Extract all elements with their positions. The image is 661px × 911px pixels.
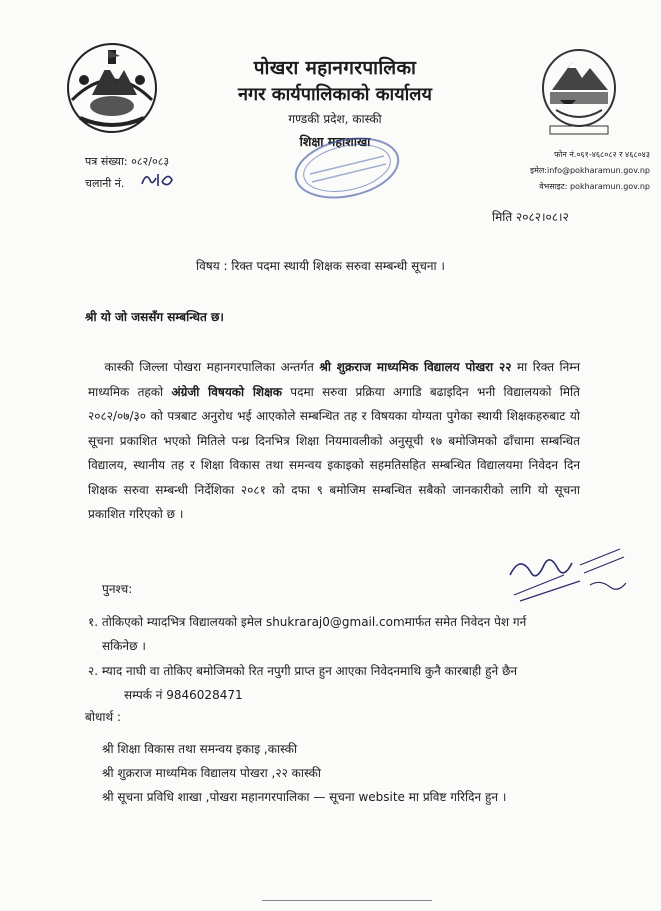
nepal-emblem-icon [62, 40, 162, 136]
notice-subject: विषय : रिक्त पदमा स्थायी शिक्षक सरुवा सम्बन्धी सूचना । [196, 259, 445, 273]
pokhara-logo-icon [538, 48, 620, 138]
division-name: शिक्षा महाशाखा [299, 134, 371, 149]
bodhartha-heading: बोधार्थ : [85, 710, 121, 724]
contact-website: वेभसाइट: pokharamun.gov.np [539, 182, 650, 191]
office-name: नगर कार्यपालिकाको कार्यालय [238, 84, 432, 105]
municipality-name: पोखरा महानगरपालिका [253, 57, 417, 79]
punashcha-item-1-continued: सकिनेछ । [102, 639, 146, 653]
contact-phone: फोन नं.०६१-४६८०८२ र ४६८०४३ [554, 150, 650, 159]
notice-date: मिति २०८२।०८।२ [492, 210, 569, 224]
punashcha-item-1: १. तोकिएको म्यादभित्र विद्यालयको इमेल shukraraj0@gmail.comमार्फत समेत निवेदन पेश गर्न [88, 615, 527, 629]
dispatch-number-label: चलानी नं. [85, 177, 125, 190]
office-stamp [288, 134, 406, 204]
greeting: श्री यो जो जससँग सम्बन्धित छ। [85, 310, 224, 324]
copy-recipient: श्री शिक्षा विकास तथा समन्वय इकाइ ,कास्की [102, 742, 298, 756]
body-text-part: मा रिक्त निम्न माध्यमिक तहको [88, 360, 580, 399]
punashcha-item-2: २. म्याद नाघी वा तोकिए बमोजिमको रित नपुगी प्राप्त हुन आएका निवेदनमाथि कुनै कारबाही हुने छैन [88, 664, 518, 678]
vacant-post: अंग्रेजी विषयको शिक्षक [171, 384, 282, 399]
contact-email: इमेल:info@pokharamun.gov.np [530, 166, 650, 175]
copy-recipient: श्री शुक्रराज माध्यमिक विद्यालय पोखरा ,२२ कास्की [102, 766, 321, 780]
contact-number: सम्पर्क नं 9846028471 [124, 688, 243, 702]
copy-recipient: श्री सूचना प्रविधि शाखा ,पोखरा महानगरपालिका — सूचना website मा प्रविष्ट गरिदिन हुन । [102, 790, 507, 804]
footer-divider [262, 900, 432, 911]
punashcha-heading: पुनश्च: [102, 582, 133, 596]
body-text-part: कास्की जिल्ला पोखरा महानगरपालिका अन्तर्गत [104, 360, 320, 374]
body-text-part: पदमा सरुवा प्रक्रिया अगाडि बढाइदिन भनी विद्यालयको मिति २०८२/०७/३० को पत्रबाट अनुरोध भई आएकोले सम्बन्धित तह र विषयका योग्यता पुगेका स्थायी शिक्षकहरुबाट यो सूचना प्रकाशित भएको मितिले पन्ध्र दिनभित्र शिक्षा नियमावलीको अनुसूची १७ बमोजिमको ढाँचामा सम्बन्धित विद्यालय, स्थानीय तह र शिक्षा विकास तथा समन्वय इकाइको सहमतिसहित सम्बन्धित विद्यालयमा निवेदन दिन शिक्षक सरुवा सम्बन्धी निर्देशिका २०८१ को दफा ९ बमोजिम सम्बन्धित सबैको जानकारीको लागि यो सूचना प्रकाशित गरिएको छ । [88, 384, 580, 521]
province-district: गण्डकी प्रदेश, कास्की [288, 112, 382, 126]
notice-body [88, 355, 580, 527]
officer-signature [500, 535, 630, 607]
reference-number: पत्र संख्या: ०८२/०८३ [85, 155, 170, 168]
dispatch-number-handwriting [138, 168, 178, 190]
school-name: श्री शुक्रराज माध्यमिक विद्यालय पोखरा २२ [319, 360, 512, 374]
